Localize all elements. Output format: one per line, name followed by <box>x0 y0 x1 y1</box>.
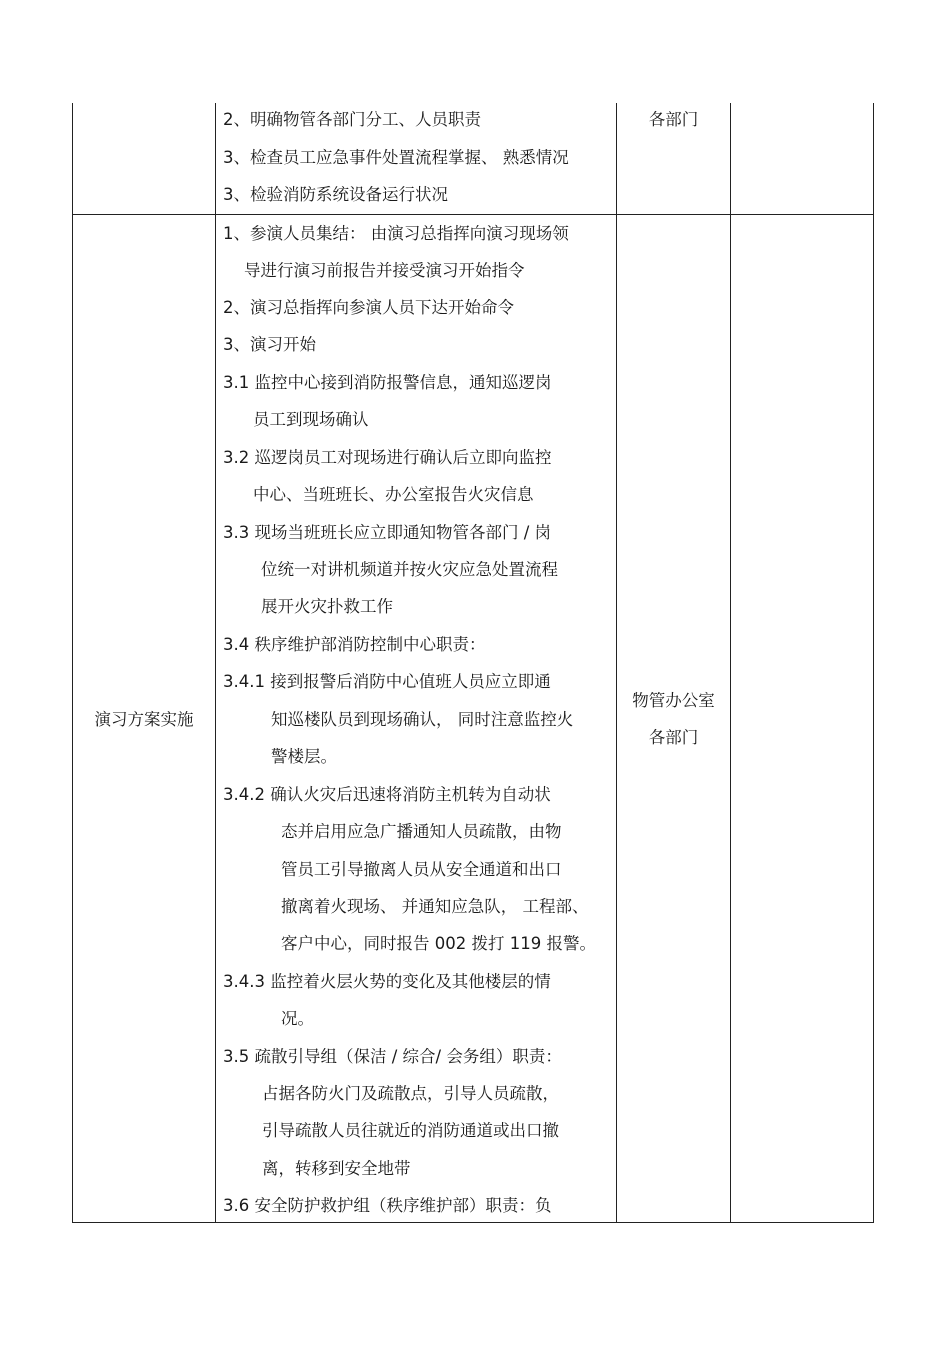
table-border-left <box>72 103 73 1223</box>
column-divider-2 <box>616 103 617 1223</box>
content-line: 3.4 秩序维护部消防控制中心职责： <box>223 635 486 654</box>
content-line: 3.2 巡逻岗员工对现场进行确认后立即向监控 <box>223 448 552 467</box>
content-line: 3、检查员工应急事件处置流程掌握、 熟悉情况 <box>223 148 569 167</box>
content-line: 3.4.3 监控着火层火势的变化及其他楼层的情 <box>223 972 551 991</box>
row-divider <box>72 214 874 215</box>
table-border-bottom <box>72 1222 874 1223</box>
content-line: 展开火灾扑救工作 <box>261 597 393 616</box>
content-line: 3.1 监控中心接到消防报警信息，通知巡逻岗 <box>223 373 552 392</box>
content-line: 2、明确物管各部门分工、人员职责 <box>223 110 481 129</box>
content-line: 占据各防火门及疏散点，引导人员疏散， <box>262 1084 559 1103</box>
content-line: 警楼层。 <box>271 747 337 766</box>
content-line: 位统一对讲机频道并按火灾应急处置流程 <box>261 560 558 579</box>
column-divider-3 <box>730 103 731 1223</box>
content-line: 引导疏散人员往就近的消防通道或出口撤 <box>262 1121 559 1140</box>
content-line: 客户中心，同时报告 002 拨打 119 报警。 <box>281 934 596 953</box>
content-line: 管员工引导撤离人员从安全通道和出口 <box>281 860 562 879</box>
content-line: 离，转移到安全地带 <box>262 1159 411 1178</box>
content-line: 3、检验消防系统设备运行状况 <box>223 185 448 204</box>
content-line: 中心、当班班长、办公室报告火灾信息 <box>253 485 534 504</box>
content-line: 2、演习总指挥向参演人员下达开始命令 <box>223 298 514 317</box>
content-line: 撤离着火现场、 并通知应急队， 工程部、 <box>281 897 589 916</box>
row2-dept-line: 物管办公室 <box>632 691 715 710</box>
content-line: 员工到现场确认 <box>253 410 369 429</box>
content-line: 知巡楼队员到现场确认， 同时注意监控火 <box>271 710 574 729</box>
content-line: 3.3 现场当班班长应立即通知物管各部门 / 岗 <box>223 523 552 542</box>
content-line: 3.5 疏散引导组（保洁 / 综合/ 会务组）职责： <box>223 1047 562 1066</box>
content-line: 1、参演人员集结： 由演习总指挥向演习现场领 <box>223 224 569 243</box>
row1-dept-cell: 各部门 <box>648 110 699 129</box>
content-line: 3、演习开始 <box>223 335 316 354</box>
content-line: 3.4.2 确认火灾后迅速将消防主机转为自动状 <box>223 785 551 804</box>
content-line: 态并启用应急广播通知人员疏散，由物 <box>281 822 562 841</box>
content-line: 况。 <box>281 1009 314 1028</box>
content-line: 3.4.1 接到报警后消防中心值班人员应立即通 <box>223 672 551 691</box>
drill-plan-table <box>72 103 874 1223</box>
row2-label-cell: 演习方案实施 <box>94 710 194 729</box>
content-line: 导进行演习前报告并接受演习开始指令 <box>244 261 525 280</box>
table-border-right <box>873 103 874 1223</box>
content-line: 3.6 安全防护救护组（秩序维护部）职责：负 <box>223 1196 552 1215</box>
row2-dept-line: 各部门 <box>648 728 699 747</box>
column-divider-1 <box>215 103 216 1223</box>
